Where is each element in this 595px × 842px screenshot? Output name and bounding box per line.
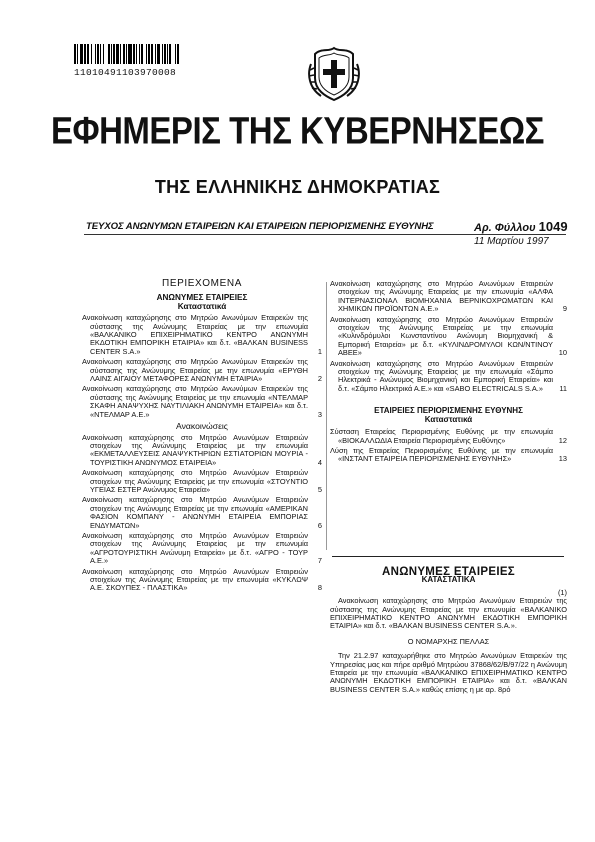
toc-entry[interactable]: [82, 434, 322, 468]
toc-entry-page: 8: [317, 583, 322, 593]
prefect-heading: Ο ΝΟΜΑΡΧΗΣ ΠΕΛΛΑΣ: [407, 636, 490, 646]
section-subheading: Καταστατικά: [177, 301, 227, 311]
main-subheading: ΚΑΤΑΣΤΑΤΙΚΑ: [421, 575, 476, 585]
announcements-heading: Ανακοινώσεις: [176, 421, 228, 432]
ltd-section-heading: ΕΤΑΙΡΕΙΕΣ ΠΕΡΙΟΡΙΣΜΕΝΗΣ ΕΥΘΥΝΗΣ: [374, 406, 523, 416]
toc-entry-page: 10: [558, 348, 567, 358]
toc-entry[interactable]: [330, 360, 567, 394]
toc-entry[interactable]: [82, 358, 322, 383]
toc-entry-text: Ανακοίνωση καταχώρησης στο Μητρώο Ανωνύμων Εταιρειών στοιχείων της Ανώνυμης Εταιρείας με την επωνυμία «ΣΤΟΥΝΤΙΟ ΥΓΕΙΑΣ ΕΣΤΕΡ Ανώνυμος Εταιρεία»: [82, 468, 308, 494]
toc-entry-text: Ανακοίνωση καταχώρησης στο Μητρώο Ανωνύμων Εταιρειών στοιχείων της Ανώνυμης Εταιρείας με την επωνυμία «ΑΓΡΟΤΟΥΡΙΣΤΙΚΗ Ανώνυμη Εταιρεία» με δ.τ. «ΑΓΡΟ - ΤΟΥΡ Α.Ε.»: [82, 530, 308, 566]
toc-entry-text: Ανακοίνωση καταχώρησης στο Μητρώο Ανωνύμων Εταιρειών στοιχείων της Ανώνυμης Εταιρείας με την επωνυμία «Κυλινδρόμυλοι Κωνσταντίνου Ανώνυμη Βιομηχανική & Εμπορική Εταιρεία» με δ.τ. «ΚΥΛΙΝΔΡΟΜΥΛΟΙ ΚΩΝ/ΝΤΙΝΟΥ ΑΒΕΕ»: [330, 314, 553, 358]
main-heading: ΑΝΩΝΥΜΕΣ ΕΤΑΙΡΕΙΕΣ: [381, 566, 515, 578]
sheet-label: Αρ. Φύλλου: [474, 222, 536, 234]
toc-entry[interactable]: [82, 568, 322, 593]
toc-entry-page: 5: [317, 484, 322, 494]
toc-entry-text: Ανακοίνωση καταχώρησης στο Μητρώο Ανωνύμων Εταιρειών της σύστασης της Ανώνυμης Εταιρείας με την επωνυμία «ΒΑΛΚΑΝΙΚΟ ΕΠΙΧΕΙΡΗΜΑΤΙΚΟ ΚΕΝΤΡΟ ΑΝΩΝΥΜΗ ΕΚΔΟΤΙΚΗ ΕΜΠΟΡΙΚΗ ΕΤΑΙΡΙΑ» και δ.τ. «ΒΑΛΚΑΝ ΒUSINESS CENTER S.A.»: [82, 313, 308, 356]
toc-entries-continued: [330, 280, 567, 393]
toc-entry-page: 11: [559, 383, 567, 393]
toc-left-column: [82, 280, 322, 595]
barcode: [74, 44, 216, 64]
toc-entry-text: Ανακοίνωση καταχώρησης στο Μητρώο Ανωνύμων Εταιρειών της σύστασης της Ανώνυμης Εταιρείας με την επωνυμία «ΕΡΥΘΗ ΛΑΙΝΣ ΑΙΓΑΙΟΥ ΜΕΤΑΦΟΡΕΣ ΑΝΩΝΥΜΗ ΕΤΑΙΡΙΑ»: [82, 357, 308, 384]
gazette-title: ΕΦΗΜΕΡΙΣ ΤΗΣ ΚΥΒΕΡΝΗΣΕΩΣ: [51, 109, 544, 152]
toc-entry[interactable]: [330, 447, 567, 464]
barcode-bar: [179, 44, 180, 64]
column-divider: [326, 282, 327, 550]
toc-entry-page: 7: [317, 556, 322, 566]
toc-entry[interactable]: [82, 314, 322, 356]
toc-entry[interactable]: [82, 469, 322, 494]
toc-entry-page: 3: [317, 409, 322, 419]
sheet-number: [474, 219, 568, 234]
toc-entry-text: Ανακοίνωση καταχώρησης στο Μητρώο Ανωνύμων Εταιρειών της σύστασης της Ανώνυμης Εταιρείας με την επωνυμία «ΝΤΕΛΜΑΡ ΣΚΑΦΗ ΑΝΑΨΥΧΗΣ ΝΑΥΤΙΛΙΑΚΗ ΑΝΩΝΥΜΗ ΕΤΑΙΡΕΙΑ» και δ.τ. «ΝΤΕΛΜΑΡ Α.Ε.»: [82, 384, 308, 419]
toc-entry-text: Ανακοίνωση καταχώρησης στο Μητρώο Ανωνύμων Εταιρειών στοιχείων της Ανώνυμης Εταιρείας με την επωνυμία «ΚΥΚΛΩΨ Α.Ε. ΣΚΟΥΠΕΣ - ΠΛΑΣΤΙΚΑ»: [82, 566, 308, 593]
section-divider: [332, 556, 564, 557]
issue-date: 11 Μαρτίου 1997: [474, 236, 549, 247]
barcode-number: 11010491103970008: [74, 67, 177, 78]
coat-of-arms-icon: [307, 44, 361, 102]
toc-entry[interactable]: [330, 428, 567, 445]
announcement-number: (1): [557, 587, 567, 597]
toc-announcement-entries: [82, 434, 322, 593]
header-divider: [84, 234, 566, 235]
gazette-subtitle: ΤΗΣ ΕΛΛΗΝΙΚΗΣ ΔΗΜΟΚΡΑΤΙΑΣ: [154, 177, 441, 197]
announcement-title: Ανακοίνωση καταχώρησης στο Μητρώο Ανωνύμων Εταιρειών της σύστασης της Ανώνυμης Εταιρείας με την επωνυμία «ΒΑΛΚΑΝΙΚΟ ΕΠΙΧΕΙΡΗΜΑΤΙΚΟ ΚΕΝΤΡΟ ΑΝΩΝΥΜΗ ΕΚΔΟΤΙΚΗ ΕΜΠΟΡΙΚΗ ΕΤΑΙΡΙΑ» και δ.τ. «ΒΑΛΚΑΝ BUSINESS CENTER S.A.».: [330, 596, 567, 631]
toc-entry-text: Ανακοίνωση καταχώρησης στο Μητρώο Ανωνύμων Εταιρειών στοιχείων της Ανώνυμης Εταιρείας με την επωνυμία «ΑΜΕΡΙΚΑΝ ΦΑΣΙΟΝ ΚΟΜΠΑΝΥ - ΑΝΩΝΥΜΗ ΕΤΑΙΡΕΙΑ ΕΜΠΟΡΙΑΣ ΕΝΔΥΜΑΤΩΝ»: [82, 495, 308, 530]
ltd-section-subheading: Καταστατικά: [424, 414, 473, 424]
section-heading: ΑΝΩΝΥΜΕΣ ΕΤΑΙΡΕΙΕΣ: [156, 293, 248, 303]
toc-entry-text: Ανακοίνωση καταχώρησης στο Μητρώο Ανωνύμων Εταιρειών στοιχείων της Ανώνυμης Εταιρείας με την επωνυμία «ΕΚΜΕΤΑΛΛΕΥΣΕΙΣ ΑΝΑΨΥΚΤΗΡΙΩΝ ΕΣΤΙΑΤΟΡΙΩΝ ΜΟΥΡΙΑ - ΤΟΥΡΙΣΤΙΚΗ ΑΝΩΝΥΜΟΣ ΕΤΑΙΡΕΙΑ»: [82, 432, 308, 467]
toc-entry-page: 6: [317, 520, 322, 530]
toc-entry-page: 1: [317, 346, 322, 356]
toc-entry[interactable]: [82, 496, 322, 530]
toc-entries: [82, 314, 322, 419]
toc-ltd-entries: [330, 428, 567, 464]
main-content: [330, 568, 567, 694]
toc-entry-text: Σύσταση Εταιρείας Περιορισμένης Ευθύνης με την επωνυμία «ΒΙΟΚΑΛΛΩΔΙΑ Εταιρεία Περιορισμένης Ευθύνης»: [330, 427, 553, 445]
toc-entry[interactable]: [82, 385, 322, 419]
toc-title: ΠΕΡΙΕΧΟΜΕΝΑ: [162, 278, 242, 289]
toc-entry-page: 12: [558, 435, 567, 445]
toc-entry-text: Ανακοίνωση καταχώρησης στο Μητρώο Ανωνύμων Εταιρειών στοιχείων της Ανώνυμης Εταιρείας με την επωνυμία «ΑΛΦΑ ΙΝΤΕΡΝΑΣΙΟΝΑΛ ΒΙΟΜΗΧΑΝΙΑ ΒΕΡΝΙΚΟΧΡΩΜΑΤΩΝ ΚΑΙ ΧΗΜΙΚΩΝ ΠΡΟΪΟΝΤΩΝ Α.Ε.»: [330, 279, 553, 314]
toc-entry[interactable]: [82, 532, 322, 566]
toc-entry-text: Ανακοίνωση καταχώρησης στο Μητρώο Ανωνύμων Εταιρειών στοιχείων της Ανώνυμης Εταιρείας με την επωνυμία «Σάμπο Ηλεκτρικά - Ανώνυμος Βιομηχανική και Εμπορική Εταιρεία» και δ.τ. «Σάμπο Ηλεκτρικά Α.Ε.» και «SABO ELECTRICALS S.A.»: [330, 358, 553, 393]
announcement-body: Την 21.2.97 καταχωρήθηκε στο Μητρώο Ανωνύμων Εταιρειών της Υπηρεσίας μας και πήρε αριθμό Μητρώου 37868/62/Β/97/22 η Ανώνυμη Εταιρεία με την επωνυμία «ΒΑΛΚΑΝΙΚΟ ΕΠΙΧΕΙΡΗΜΑΤΙΚΟ ΚΕΝΤΡΟ ΑΝΩΝΥΜΗ ΕΚΔΟΤΙΚΗ ΕΜΠΟΡΙΚΗ ΕΤΑΙΡΙΑ» και δ.τ. «ΒΑΛΚΑΝ BUSINESS CENTER S.A.» καθώς επίσης η με αρ. 8ρό: [330, 651, 567, 694]
toc-entry[interactable]: [330, 280, 567, 314]
toc-entry-page: 9: [562, 304, 567, 314]
toc-entry[interactable]: [330, 316, 567, 358]
toc-entry-text: Λύση της Εταιρείας Περιορισμένης Ευθύνης με την επωνυμία «ΙΝΣΤΑΝΤ ΕΤΑΙΡΕΙΑ ΠΕΡΙΟΡΙΣΜΕΝΗΣ ΕΥΘΥΝΗΣ»: [330, 445, 553, 464]
issue-type: ΤΕΥΧΟΣ ΑΝΩΝΥΜΩΝ ΕΤΑΙΡΕΙΩΝ ΚΑΙ ΕΤΑΙΡΕΙΩΝ ΠΕΡΙΟΡΙΣΜΕΝΗΣ ΕΥΘΥΝΗΣ: [86, 221, 434, 232]
toc-entry-page: 13: [558, 454, 567, 464]
toc-entry-page: 4: [317, 457, 322, 467]
toc-right-column: [330, 280, 567, 466]
toc-entry-page: 2: [317, 374, 322, 384]
sheet-number-value: 1049: [538, 219, 568, 234]
